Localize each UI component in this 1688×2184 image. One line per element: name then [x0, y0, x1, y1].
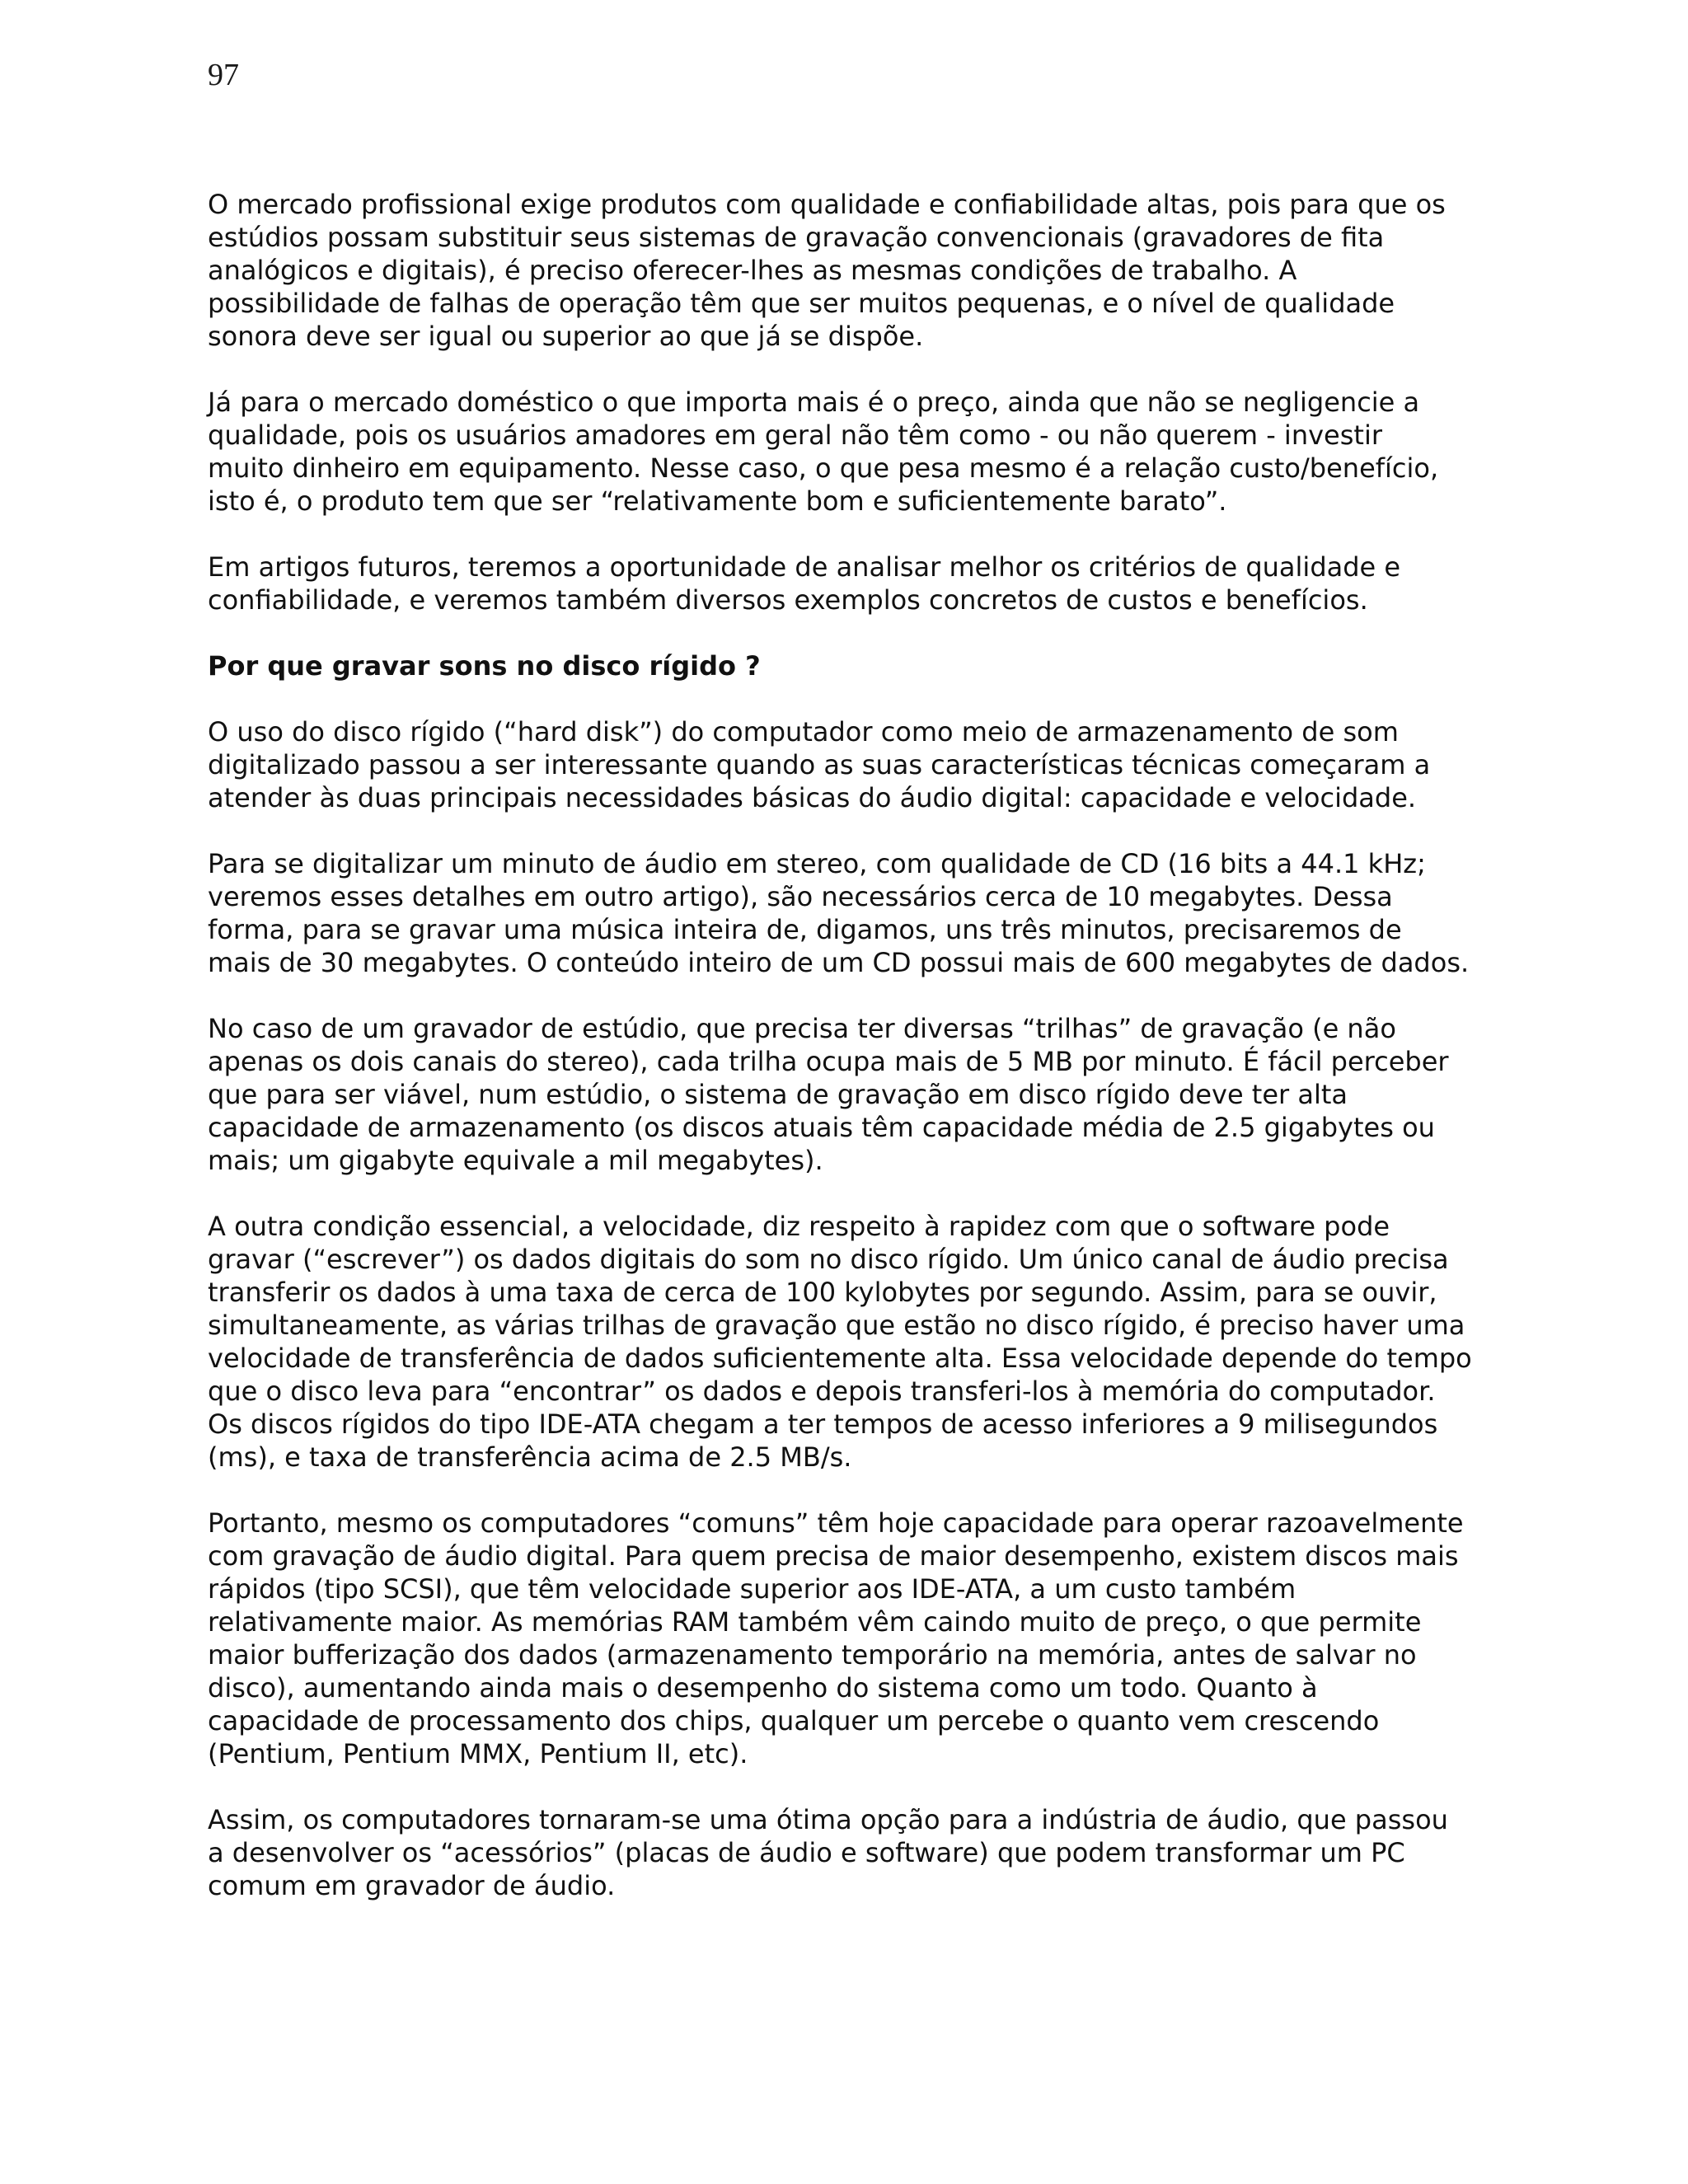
text-line: sonora deve ser igual ou superior ao que já se dispõe. — [208, 321, 924, 352]
page-number: 97 — [208, 58, 239, 92]
text-line: transferir os dados à uma taxa de cerca de 100 kylobytes por segundo. Assim, para se ouvir, — [208, 1277, 1437, 1308]
text-line: Assim, os computadores tornaram-se uma ótima opção para a indústria de áudio, que passou — [208, 1804, 1448, 1835]
text-line: veremos esses detalhes em outro artigo), são necessários cerca de 10 megabytes. Dessa — [208, 881, 1393, 912]
text-line: Os discos rígidos do tipo IDE-ATA chegam a ter tempos de acesso inferiores a 9 milisegundos — [208, 1408, 1438, 1440]
text-line: isto é, o produto tem que ser “relativamente bom e suficientemente barato”. — [208, 485, 1227, 517]
text-line: analógicos e digitais), é preciso oferecer-lhes as mesmas condições de trabalho. A — [208, 255, 1297, 286]
paragraph — [208, 1210, 1526, 1474]
text-line: A outra condição essencial, a velocidade, diz respeito à rapidez com que o software pode — [208, 1211, 1390, 1242]
text-line: Já para o mercado doméstico o que importa mais é o preço, ainda que não se negligencie a — [208, 387, 1420, 418]
text-line: (ms), e taxa de transferência acima de 2.5 MB/s. — [208, 1441, 852, 1473]
text-line: confiabilidade, e veremos também diversos exemplos concretos de custos e benefícios. — [208, 584, 1368, 616]
text-line: mais de 30 megabytes. O conteúdo inteiro de um CD possui mais de 600 megabytes de dados. — [208, 947, 1470, 978]
text-line: comum em gravador de áudio. — [208, 1870, 616, 1901]
text-line: maior bufferização dos dados (armazenamento temporário na memória, antes de salvar no — [208, 1639, 1417, 1671]
paragraph — [208, 1012, 1526, 1177]
text-line: simultaneamente, as várias trilhas de gravação que estão no disco rígido, é preciso haver uma — [208, 1310, 1465, 1341]
text-line: que o disco leva para “encontrar” os dados e depois transferi-los à memória do computador. — [208, 1376, 1436, 1407]
text-line: Em artigos futuros, teremos a oportunidade de analisar melhor os critérios de qualidade e — [208, 551, 1401, 583]
document-body — [208, 188, 1526, 1935]
text-line: a desenvolver os “acessórios” (placas de áudio e software) que podem transformar um PC — [208, 1837, 1405, 1868]
text-line: capacidade de armazenamento (os discos atuais têm capacidade média de 2.5 gigabytes ou — [208, 1112, 1435, 1143]
paragraph — [208, 847, 1526, 979]
text-line: muito dinheiro em equipamento. Nesse caso, o que pesa mesmo é a relação custo/benefício, — [208, 452, 1439, 484]
text-line: mais; um gigabyte equivale a mil megabytes). — [208, 1145, 823, 1176]
paragraph — [208, 188, 1526, 353]
text-line: com gravação de áudio digital. Para quem precisa de maior desempenho, existem discos mais — [208, 1540, 1459, 1572]
section-heading: Por que gravar sons no disco rígido ? — [208, 650, 761, 682]
text-line: rápidos (tipo SCSI), que têm velocidade superior aos IDE-ATA, a um custo também — [208, 1573, 1296, 1605]
text-line: capacidade de processamento dos chips, qualquer um percebe o quanto vem crescendo — [208, 1705, 1380, 1736]
text-line: O mercado profissional exige produtos com qualidade e confiabilidade altas, pois para que os — [208, 189, 1446, 220]
text-line: qualidade, pois os usuários amadores em geral não têm como - ou não querem - investir — [208, 419, 1382, 451]
text-line: (Pentium, Pentium MMX, Pentium II, etc). — [208, 1738, 748, 1769]
paragraph — [208, 386, 1526, 518]
text-line: estúdios possam substituir seus sistemas de gravação convencionais (gravadores de fita — [208, 222, 1385, 253]
text-line: atender às duas principais necessidades básicas do áudio digital: capacidade e velocidade. — [208, 782, 1417, 813]
text-line: Para se digitalizar um minuto de áudio em stereo, com qualidade de CD (16 bits a 44.1 kHz; — [208, 848, 1426, 879]
text-line: velocidade de transferência de dados suficientemente alta. Essa velocidade depende do tempo — [208, 1343, 1472, 1374]
text-line: gravar (“escrever”) os dados digitais do som no disco rígido. Um único canal de áudio precisa — [208, 1244, 1449, 1275]
text-line: No caso de um gravador de estúdio, que precisa ter diversas “trilhas” de gravação (e não — [208, 1013, 1396, 1044]
paragraph — [208, 551, 1526, 616]
text-line: que para ser viável, num estúdio, o sistema de gravação em disco rígido deve ter alta — [208, 1079, 1348, 1110]
text-line: forma, para se gravar uma música inteira de, digamos, uns três minutos, precisaremos de — [208, 914, 1402, 945]
paragraph — [208, 715, 1526, 814]
text-line: relativamente maior. As memórias RAM também vêm caindo muito de preço, o que permite — [208, 1606, 1422, 1638]
paragraph — [208, 1803, 1526, 1902]
text-line: apenas os dois canais do stereo), cada trilha ocupa mais de 5 MB por minuto. É fácil perceber — [208, 1046, 1449, 1077]
text-line: possibilidade de falhas de operação têm que ser muitos pequenas, e o nível de qualidade — [208, 288, 1395, 319]
text-line: O uso do disco rígido (“hard disk”) do computador como meio de armazenamento de som — [208, 716, 1399, 748]
text-line: Portanto, mesmo os computadores “comuns” têm hoje capacidade para operar razoavelmente — [208, 1507, 1464, 1539]
text-line: disco), aumentando ainda mais o desempenho do sistema como um todo. Quanto à — [208, 1672, 1318, 1704]
paragraph — [208, 1507, 1526, 1770]
text-line: digitalizado passou a ser interessante quando as suas características técnicas começaram a — [208, 749, 1431, 780]
